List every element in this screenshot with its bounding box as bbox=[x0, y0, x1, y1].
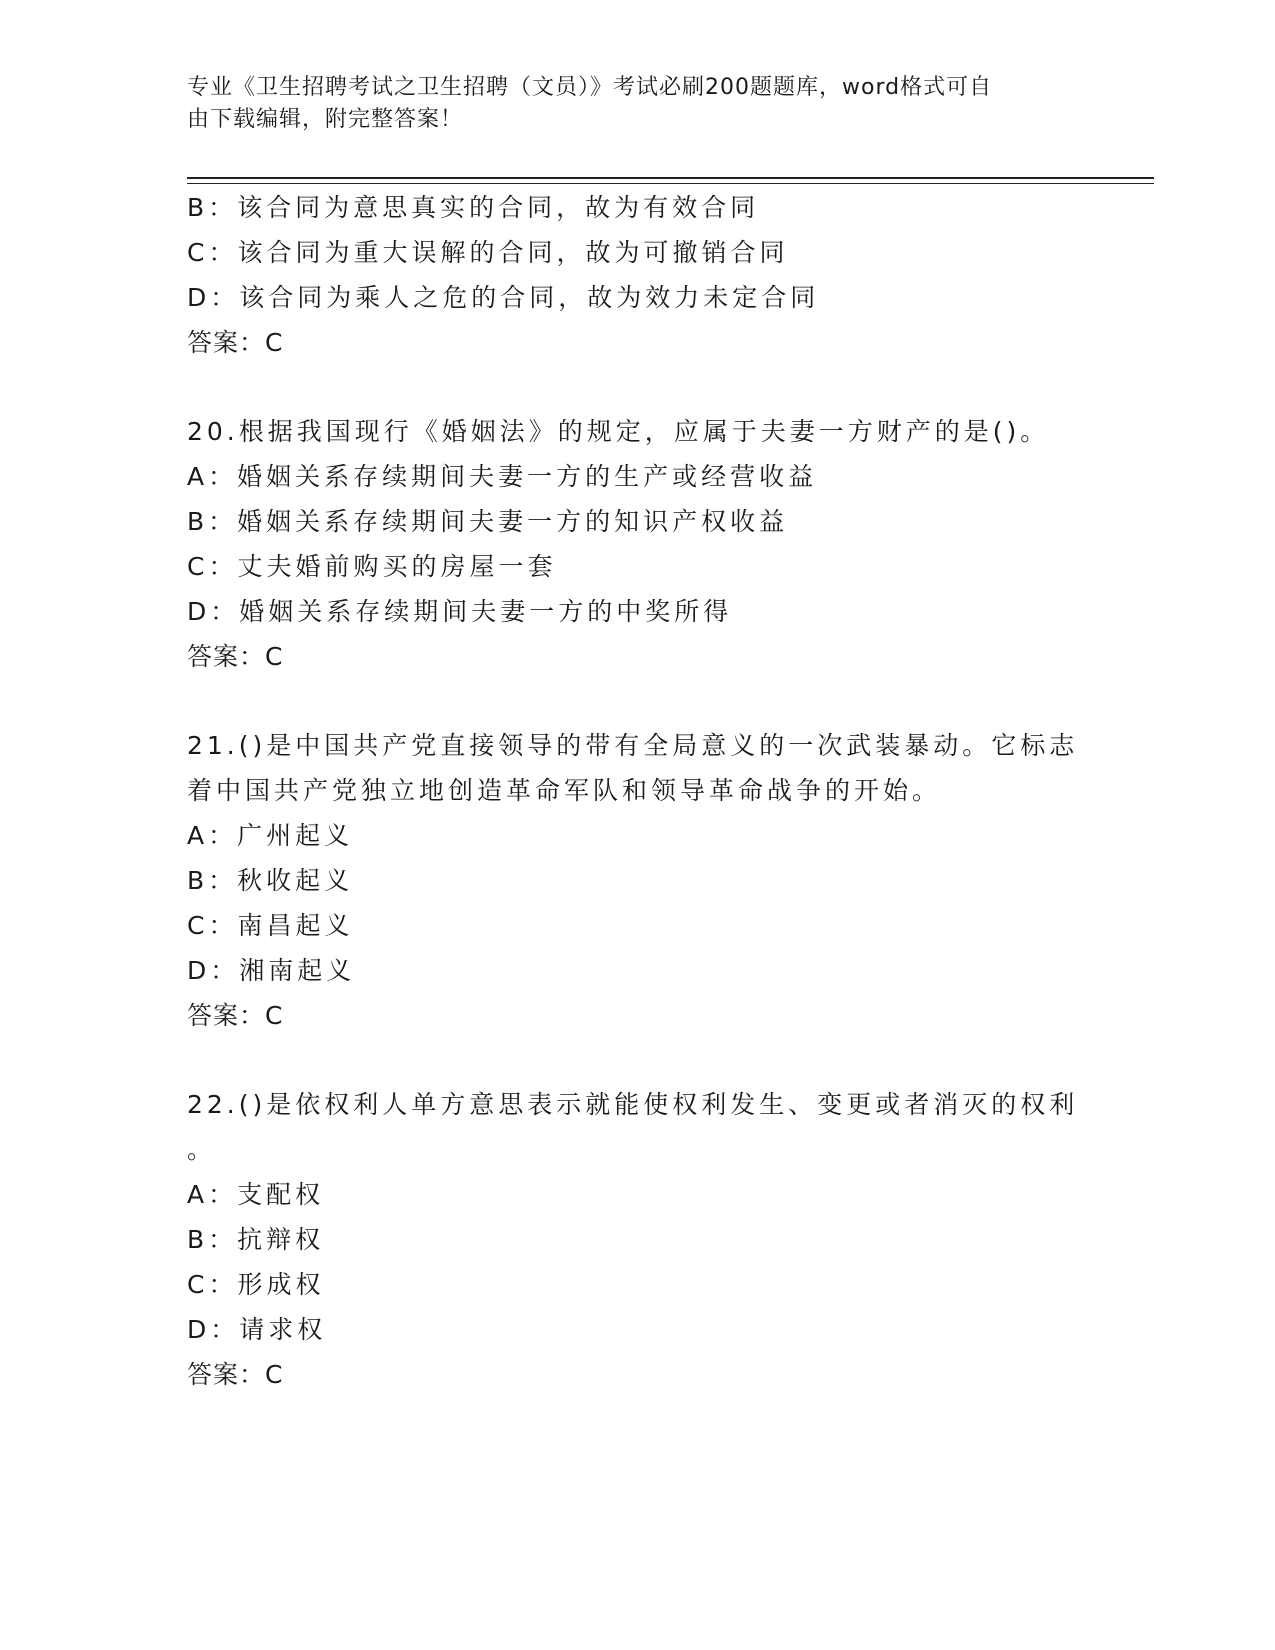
q21-stem-line-1: 21.()是中国共产党直接领导的带有全局意义的一次武装暴动。它标志 bbox=[187, 731, 1079, 760]
q21-option-d: D：湘南起义 bbox=[187, 956, 356, 985]
q22-stem-line-1: 22.()是依权利人单方意思表示就能使权利发生、变更或者消灭的权利 bbox=[187, 1090, 1079, 1119]
q21-option-a: A：广州起义 bbox=[187, 821, 354, 850]
q22-answer: 答案：C bbox=[187, 1360, 284, 1389]
header-divider-bottom bbox=[187, 183, 1154, 184]
q20-option-a: A：婚姻关系存续期间夫妻一方的生产或经营收益 bbox=[187, 462, 818, 491]
q22-stem-line-2: 。 bbox=[187, 1135, 217, 1164]
q22-option-b: B：抗辩权 bbox=[187, 1225, 325, 1254]
q20-option-d: D：婚姻关系存续期间夫妻一方的中奖所得 bbox=[187, 597, 733, 626]
q19-option-b: B：该合同为意思真实的合同，故为有效合同 bbox=[187, 193, 760, 222]
q19-option-d: D：该合同为乘人之危的合同，故为效力未定合同 bbox=[187, 283, 820, 312]
q22-option-d: D：请求权 bbox=[187, 1315, 327, 1344]
q21-option-c: C：南昌起义 bbox=[187, 911, 354, 940]
q19-answer: 答案：C bbox=[187, 328, 284, 357]
q20-stem: 20.根据我国现行《婚姻法》的规定，应属于夫妻一方财产的是()。 bbox=[187, 417, 1050, 446]
q20-option-b: B：婚姻关系存续期间夫妻一方的知识产权收益 bbox=[187, 507, 789, 536]
q21-stem-line-2: 着中国共产党独立地创造革命军队和领导革命战争的开始。 bbox=[187, 776, 942, 805]
q21-option-b: B：秋收起义 bbox=[187, 866, 354, 895]
document-header bbox=[187, 72, 1067, 136]
q19-option-c: C：该合同为重大误解的合同，故为可撤销合同 bbox=[187, 238, 789, 267]
header-line-1: 专业《卫生招聘考试之卫生招聘（文员）》考试必刷200题题库，word格式可自 bbox=[187, 75, 993, 100]
q21-answer: 答案：C bbox=[187, 1001, 284, 1030]
header-divider-top bbox=[187, 177, 1154, 179]
q22-option-c: C：形成权 bbox=[187, 1270, 325, 1299]
q20-option-c: C：丈夫婚前购买的房屋一套 bbox=[187, 552, 557, 581]
q20-answer: 答案：C bbox=[187, 642, 284, 671]
q22-option-a: A：支配权 bbox=[187, 1180, 325, 1209]
header-line-2: 由下载编辑，附完整答案！ bbox=[187, 107, 464, 132]
